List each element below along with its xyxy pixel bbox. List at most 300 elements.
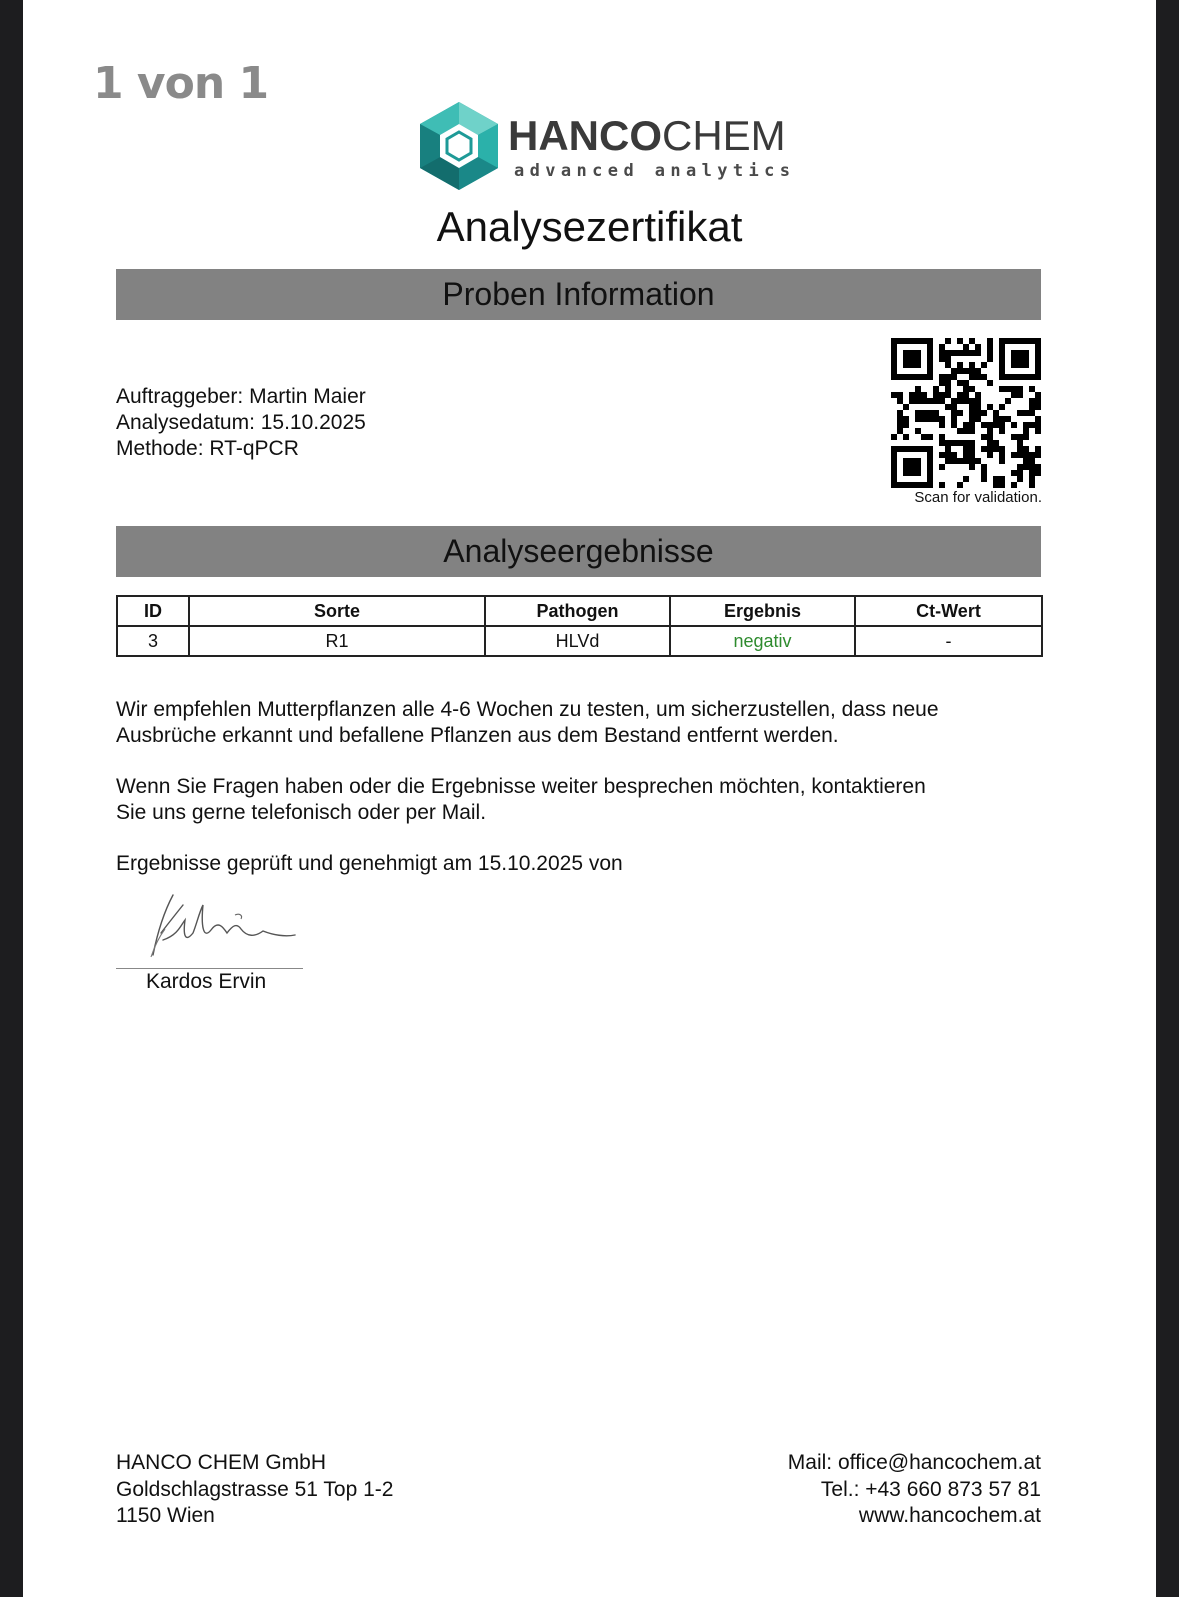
qr-module (939, 398, 945, 404)
qr-module (939, 356, 945, 362)
qr-module (951, 440, 957, 446)
qr-module (981, 470, 987, 476)
qr-module (921, 410, 927, 416)
qr-module (1017, 464, 1023, 470)
cell-ergebnis: negativ (670, 626, 855, 656)
qr-module (1005, 338, 1011, 344)
qr-module (1023, 434, 1029, 440)
qr-module (1011, 482, 1017, 488)
qr-module (987, 428, 993, 434)
qr-module (1035, 374, 1041, 380)
qr-module (921, 374, 927, 380)
qr-module (1029, 374, 1035, 380)
qr-module (945, 362, 951, 368)
qr-module (969, 386, 975, 392)
logo-tagline: advanced analytics (514, 161, 796, 181)
qr-module (969, 416, 975, 422)
qr-module (897, 410, 903, 416)
qr-module (987, 446, 993, 452)
qr-module (1035, 452, 1041, 458)
qr-module (891, 446, 897, 452)
qr-module (999, 452, 1005, 458)
qr-module (993, 440, 999, 446)
qr-module (945, 374, 951, 380)
qr-module (951, 422, 957, 428)
qr-module (927, 398, 933, 404)
analysis-date-line: Analysedatum: 15.10.2025 (116, 411, 366, 434)
qr-module (909, 458, 915, 464)
qr-module (1023, 452, 1029, 458)
qr-module (957, 482, 963, 488)
qr-module (963, 350, 969, 356)
qr-module (963, 458, 969, 464)
qr-module (969, 404, 975, 410)
qr-module (969, 422, 975, 428)
qr-module (903, 434, 909, 440)
qr-module (909, 392, 915, 398)
qr-module (1023, 446, 1029, 452)
qr-module (987, 344, 993, 350)
qr-module (945, 338, 951, 344)
qr-module (903, 446, 909, 452)
qr-module (1005, 398, 1011, 404)
qr-module (939, 434, 945, 440)
footer-phone[interactable]: Tel.: +43 660 873 57 81 (820, 1477, 1041, 1501)
qr-module (897, 416, 903, 422)
qr-module (903, 416, 909, 422)
qr-module (963, 368, 969, 374)
qr-module (999, 428, 1005, 434)
qr-module (963, 452, 969, 458)
qr-module (927, 470, 933, 476)
qr-module (891, 476, 897, 482)
qr-module (951, 398, 957, 404)
qr-module (981, 362, 987, 368)
qr-module (1035, 338, 1041, 344)
qr-module (957, 338, 963, 344)
method-line: Methode: RT-qPCR (116, 437, 299, 460)
qr-module (939, 374, 945, 380)
qr-module (891, 434, 897, 440)
qr-module (909, 470, 915, 476)
column-header-sorte: Sorte (189, 596, 485, 626)
qr-module (939, 440, 945, 446)
footer-company: HANCO CHEM GmbH (116, 1451, 327, 1474)
qr-module (939, 392, 945, 398)
qr-module (999, 356, 1005, 362)
qr-module (1035, 428, 1041, 434)
qr-module (993, 446, 999, 452)
qr-module (945, 458, 951, 464)
qr-module (999, 374, 1005, 380)
qr-module (903, 470, 909, 476)
qr-module (1017, 386, 1023, 392)
recommendation-paragraph (116, 697, 1016, 749)
qr-module (987, 440, 993, 446)
qr-module (975, 344, 981, 350)
qr-module (963, 422, 969, 428)
qr-module (1029, 338, 1035, 344)
qr-module (1035, 404, 1041, 410)
qr-module (915, 386, 921, 392)
qr-module (1035, 392, 1041, 398)
qr-module (1011, 392, 1017, 398)
qr-module (921, 446, 927, 452)
qr-module (999, 338, 1005, 344)
hancochem-logo (416, 100, 796, 192)
qr-module (909, 482, 915, 488)
qr-module (999, 344, 1005, 350)
contact-paragraph (116, 774, 1016, 826)
qr-module (987, 380, 993, 386)
qr-module (987, 356, 993, 362)
qr-module (891, 338, 897, 344)
qr-module (903, 356, 909, 362)
footer-contact (788, 1450, 1041, 1530)
qr-module (891, 452, 897, 458)
qr-module (915, 464, 921, 470)
table-row (117, 626, 1042, 656)
approval-line: Ergebnisse geprüft und genehmigt am 15.10.2025 von (116, 852, 623, 875)
qr-module (1029, 398, 1035, 404)
qr-module (915, 410, 921, 416)
qr-module (1017, 410, 1023, 416)
qr-module (969, 428, 975, 434)
qr-module (957, 368, 963, 374)
qr-module (1011, 350, 1017, 356)
qr-module (969, 338, 975, 344)
qr-module (951, 374, 957, 380)
contact-line-1: Wenn Sie Fragen haben oder die Ergebnisse weiter besprechen möchten, kontaktieren (116, 775, 926, 798)
qr-module (921, 392, 927, 398)
qr-module (927, 344, 933, 350)
document-page (23, 0, 1156, 1597)
qr-module (969, 458, 975, 464)
qr-module (999, 422, 1005, 428)
qr-module (969, 350, 975, 356)
cell-sorte: R1 (189, 626, 485, 656)
qr-module (993, 476, 999, 482)
qr-module (927, 458, 933, 464)
cell-pathogen: HLVd (485, 626, 670, 656)
qr-module (999, 404, 1005, 410)
handwritten-signature (123, 885, 303, 967)
qr-module (1023, 338, 1029, 344)
qr-module (975, 350, 981, 356)
qr-module (933, 410, 939, 416)
qr-module (963, 344, 969, 350)
qr-module (909, 356, 915, 362)
qr-module (993, 410, 999, 416)
qr-module (1011, 362, 1017, 368)
qr-module (945, 380, 951, 386)
qr-module (951, 458, 957, 464)
qr-module (1017, 392, 1023, 398)
qr-module (969, 446, 975, 452)
qr-module (969, 464, 975, 470)
qr-module (1029, 482, 1035, 488)
qr-module (975, 398, 981, 404)
qr-module (891, 344, 897, 350)
qr-module (1005, 374, 1011, 380)
column-header-id: ID (117, 596, 189, 626)
qr-module (1017, 446, 1023, 452)
qr-module (933, 392, 939, 398)
qr-module (1029, 470, 1035, 476)
qr-module (1023, 464, 1029, 470)
qr-module (993, 416, 999, 422)
qr-module (999, 482, 1005, 488)
qr-module (1017, 434, 1023, 440)
qr-module (975, 374, 981, 380)
results-table (116, 595, 1043, 657)
qr-module (927, 416, 933, 422)
qr-module (1005, 386, 1011, 392)
qr-module (975, 392, 981, 398)
qr-module (915, 392, 921, 398)
qr-module (981, 374, 987, 380)
qr-module (927, 482, 933, 488)
qr-module (951, 404, 957, 410)
qr-module (891, 374, 897, 380)
column-header-pathogen: Pathogen (485, 596, 670, 626)
qr-module (891, 350, 897, 356)
qr-module (909, 398, 915, 404)
qr-module (975, 416, 981, 422)
qr-module (1011, 374, 1017, 380)
qr-module (891, 356, 897, 362)
qr-module (999, 458, 1005, 464)
qr-module (999, 416, 1005, 422)
qr-module (915, 470, 921, 476)
qr-module (1011, 470, 1017, 476)
qr-module (945, 446, 951, 452)
qr-module (927, 374, 933, 380)
qr-module (957, 398, 963, 404)
qr-module (921, 416, 927, 422)
qr-module (897, 422, 903, 428)
qr-module (999, 446, 1005, 452)
qr-module (903, 422, 909, 428)
qr-module (897, 428, 903, 434)
qr-module (951, 416, 957, 422)
qr-module (939, 482, 945, 488)
cell-id: 3 (117, 626, 189, 656)
hexagon-logo-icon (416, 100, 502, 192)
qr-module (957, 362, 963, 368)
qr-module (1035, 356, 1041, 362)
qr-module (927, 464, 933, 470)
qr-module (975, 458, 981, 464)
qr-module (993, 482, 999, 488)
qr-module (975, 368, 981, 374)
qr-module (963, 446, 969, 452)
qr-module (999, 350, 1005, 356)
qr-module (1017, 350, 1023, 356)
qr-module (1023, 422, 1029, 428)
column-header-ergebnis: Ergebnis (670, 596, 855, 626)
qr-module (987, 404, 993, 410)
qr-module (1023, 458, 1029, 464)
qr-module (957, 440, 963, 446)
qr-module (927, 476, 933, 482)
qr-module (927, 338, 933, 344)
qr-module (927, 362, 933, 368)
qr-module (915, 398, 921, 404)
qr-module (1017, 338, 1023, 344)
qr-module (915, 416, 921, 422)
qr-module (1035, 398, 1041, 404)
qr-module (1035, 344, 1041, 350)
qr-module (1011, 422, 1017, 428)
qr-module (945, 350, 951, 356)
qr-module (891, 464, 897, 470)
qr-module (987, 338, 993, 344)
qr-module (1029, 422, 1035, 428)
qr-module (951, 452, 957, 458)
qr-module (945, 392, 951, 398)
sample-info-heading: Proben Information (116, 269, 1041, 320)
qr-module (915, 362, 921, 368)
qr-module (945, 386, 951, 392)
qr-module (933, 386, 939, 392)
qr-module (915, 356, 921, 362)
qr-module (909, 374, 915, 380)
recommendation-line-2: Ausbrüche erkannt und befallene Pflanzen aus dem Bestand entfernt werden. (116, 724, 839, 747)
qr-module (1029, 458, 1035, 464)
qr-module (1017, 356, 1023, 362)
qr-module (1035, 416, 1041, 422)
qr-module (981, 446, 987, 452)
qr-module (939, 344, 945, 350)
qr-module (945, 452, 951, 458)
qr-module (939, 416, 945, 422)
qr-module (963, 440, 969, 446)
qr-module (891, 362, 897, 368)
qr-module (897, 482, 903, 488)
qr-module (1005, 416, 1011, 422)
qr-module (1035, 446, 1041, 452)
column-header-ct-wert: Ct-Wert (855, 596, 1042, 626)
qr-module (927, 368, 933, 374)
qr-module (903, 350, 909, 356)
qr-module (903, 374, 909, 380)
qr-module (981, 434, 987, 440)
qr-module (981, 476, 987, 482)
qr-module (891, 458, 897, 464)
qr-module (939, 464, 945, 470)
qr-module (945, 356, 951, 362)
footer-city: 1150 Wien (116, 1504, 215, 1527)
qr-module (957, 458, 963, 464)
qr-module (951, 410, 957, 416)
qr-module (909, 362, 915, 368)
qr-module (951, 368, 957, 374)
qr-module (927, 356, 933, 362)
qr-module (981, 410, 987, 416)
qr-module (969, 362, 975, 368)
qr-module (891, 392, 897, 398)
sample-info-block (116, 384, 366, 462)
qr-module (975, 410, 981, 416)
client-line: Auftraggeber: Martin Maier (116, 385, 366, 408)
qr-module (1035, 350, 1041, 356)
qr-module (921, 398, 927, 404)
qr-module (987, 434, 993, 440)
qr-module (939, 380, 945, 386)
qr-module (921, 482, 927, 488)
qr-module (903, 404, 909, 410)
qr-module (969, 452, 975, 458)
qr-module (903, 464, 909, 470)
qr-module (891, 470, 897, 476)
qr-module (915, 374, 921, 380)
qr-module (1017, 440, 1023, 446)
qr-module (909, 446, 915, 452)
qr-module (927, 452, 933, 458)
qr-module (915, 446, 921, 452)
qr-module (1017, 374, 1023, 380)
qr-module (1035, 470, 1041, 476)
page-counter: 1 von 1 (93, 58, 269, 109)
qr-module (897, 398, 903, 404)
qr-module (1035, 368, 1041, 374)
qr-module (987, 422, 993, 428)
qr-module (945, 440, 951, 446)
qr-module (915, 338, 921, 344)
qr-module (981, 464, 987, 470)
qr-module (957, 350, 963, 356)
qr-caption: Scan for validation. (914, 489, 1042, 506)
footer-mail[interactable]: Mail: office@hancochem.at (787, 1451, 1041, 1474)
footer-website[interactable]: www.hancochem.at (858, 1504, 1041, 1527)
qr-module (915, 428, 921, 434)
contact-line-2: Sie uns gerne telefonisch oder per Mail. (116, 801, 487, 824)
qr-module (903, 458, 909, 464)
qr-module (969, 440, 975, 446)
qr-module (957, 428, 963, 434)
qr-module (1035, 464, 1041, 470)
qr-module (933, 398, 939, 404)
qr-module (1023, 374, 1029, 380)
qr-module (1035, 422, 1041, 428)
results-header-row (117, 596, 1042, 626)
qr-module (1017, 362, 1023, 368)
qr-module (1029, 464, 1035, 470)
document-title: Analysezertifikat (436, 203, 743, 250)
qr-module (975, 404, 981, 410)
qr-module (927, 434, 933, 440)
qr-module (891, 482, 897, 488)
qr-module (951, 350, 957, 356)
logo-wordmark: HANCOCHEM (508, 112, 786, 159)
qr-module (963, 392, 969, 398)
qr-module (993, 422, 999, 428)
qr-module (999, 362, 1005, 368)
qr-module (897, 446, 903, 452)
qr-module (969, 410, 975, 416)
qr-module (969, 374, 975, 380)
qr-module (927, 446, 933, 452)
qr-module (909, 464, 915, 470)
qr-module (1017, 470, 1023, 476)
qr-module (957, 410, 963, 416)
qr-module (903, 482, 909, 488)
qr-module (1011, 356, 1017, 362)
validation-qr-code[interactable] (891, 338, 1041, 488)
recommendation-line-1: Wir empfehlen Mutterpflanzen alle 4-6 Wochen zu testen, um sicherzustellen, dass neue (116, 698, 939, 721)
qr-module (1011, 386, 1017, 392)
